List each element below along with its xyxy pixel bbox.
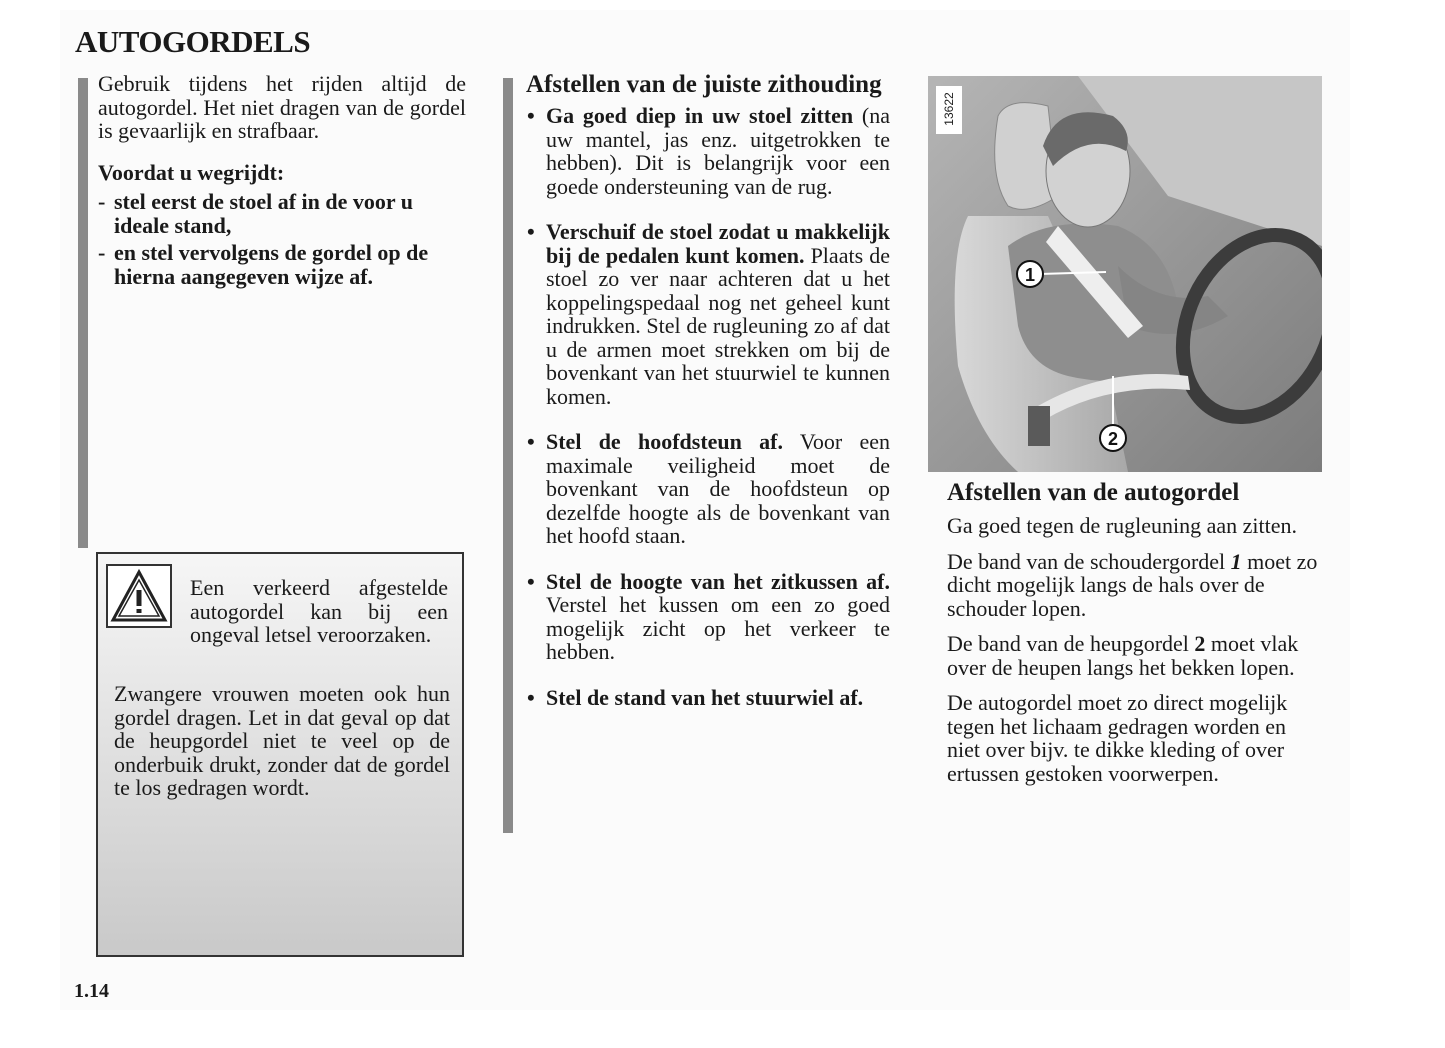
seating-bullets: [526, 104, 890, 709]
step-list: [98, 190, 466, 288]
label-shoulder-belt: 1: [1024, 265, 1036, 285]
pregnancy-warning-text: Zwangere vrouwen moeten ook hun gordel dragen. Let in dat geval op dat de heupgordel niet te veel op de onderbuik drukt, zonder dat de gordel te los gedragen wordt.: [114, 681, 450, 800]
right-column: [947, 480, 1319, 797]
step-item: - stel eerst de stoel af in de voor u ideale stand,: [98, 190, 466, 237]
warning-text: Een verkeerd afgestelde autogordel kan bij een ongeval letsel veroorzaken.: [190, 575, 448, 647]
bullet-item: • Verschuif de stoel zodat u makkelijk bij de pedalen kunt komen. Plaats de stoel zo ver naar achteren dat u het koppelingspedaal nog net geheel kunt indrukken. Stel de rugleuning zo af dat u de armen moet strekken om bij de bovenkant van het stuurwiel te kunnen komen.: [526, 220, 890, 408]
warning-box: [96, 552, 464, 957]
seating-heading: Afstellen van de juiste zithouding: [526, 71, 882, 98]
page-title: AUTOGORDELS: [75, 24, 311, 59]
warning-triangle-icon: [106, 564, 172, 628]
label-lap-belt: 2: [1107, 429, 1119, 449]
bullet-item: • Ga goed diep in uw stoel zitten (na uw mantel, jas enz. uitgetrokken te hebben). Dit is belangrijk voor een goede ondersteuning van de rug.: [526, 104, 890, 198]
bullet-item: • Stel de hoofdsteun af. Voor een maximale veiligheid moet de bovenkant van de hoofdsteun op dezelfde hoogte als de bovenkant van het hoofd staan.: [526, 430, 890, 548]
page-number: 1.14: [74, 980, 109, 1002]
belt-paragraph: De band van de schoudergordel 1 moet zo dicht mogelijk langs de hals over de schouder lopen.: [947, 548, 1318, 621]
bullet-item: • Stel de hoogte van het zitkussen af. Verstel het kussen om een zo goed mogelijk zicht op het verkeer te hebben.: [526, 570, 890, 664]
bullet-item: • Stel de stand van het stuurwiel af.: [526, 686, 890, 710]
belt-paragraph: De autogordel moet zo direct mogelijk tegen het lichaam gedragen worden en niet over bijv. te dikke kleding of over ertussen gestoken voorwerpen.: [947, 690, 1288, 786]
middle-column: [526, 72, 890, 731]
intro-text: Gebruik tijdens het rijden altijd de autogordel. Het niet dragen van de gordel is gevaarlijk en strafbaar.: [98, 71, 466, 143]
middle-margin-bar: [503, 78, 513, 833]
belt-paragraph: Ga goed tegen de rugleuning aan zitten.: [947, 513, 1298, 538]
left-margin-bar: [78, 78, 88, 548]
belt-paragraph: De band van de heupgordel 2 moet vlak over de heupen langs het bekken lopen.: [947, 631, 1299, 680]
left-column: [98, 72, 466, 292]
before-heading: Voordat u wegrijdt:: [98, 159, 285, 185]
seatbelt-illustration: [928, 76, 1322, 472]
belt-heading: Afstellen van de autogordel: [947, 479, 1240, 506]
step-item: - en stel vervolgens de gordel op de hierna aangegeven wijze af.: [98, 241, 466, 288]
figure-code: 13622: [936, 86, 962, 134]
